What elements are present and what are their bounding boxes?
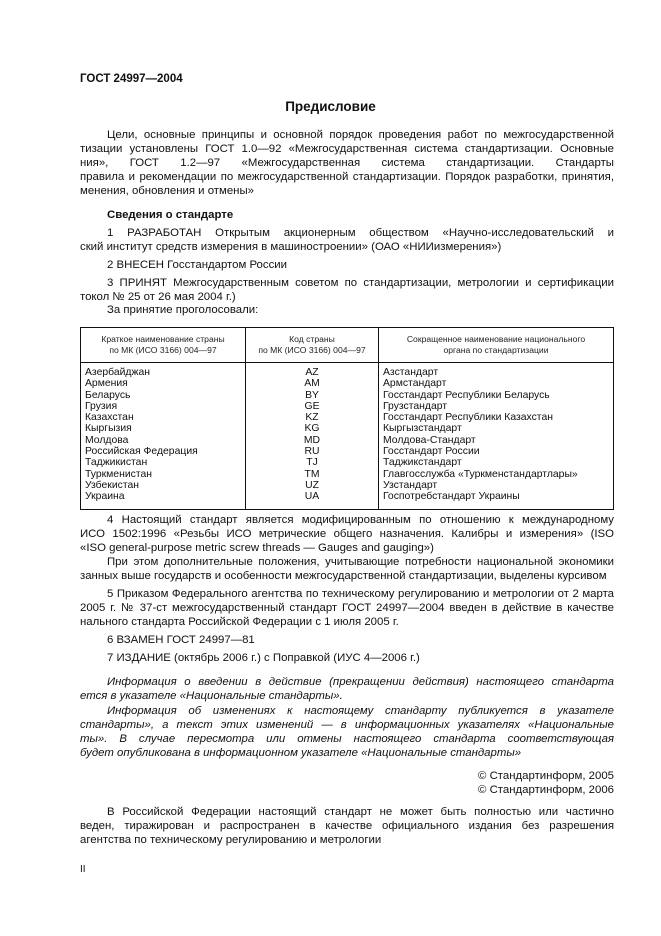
- text-line: ется в указателе «Национальные стандарты».: [80, 690, 343, 702]
- preface-paragraph: [80, 128, 614, 198]
- text-line: «ISO general-purpose metric screw threads — Gauges and gauging»): [80, 542, 434, 554]
- body-cell: Армстандарт: [383, 378, 447, 390]
- body-cell: Кыргызстандарт: [383, 423, 462, 435]
- item-6: [80, 633, 614, 647]
- code-cell: AZ: [305, 367, 319, 378]
- code-cell: BY: [305, 389, 319, 401]
- text-line: 7 ИЗДАНИЕ (октябрь 2006 г.) с Поправкой (ИУС 4—2006 г.): [107, 652, 420, 664]
- item-7: [80, 651, 614, 665]
- body-cell: Грузстандарт: [383, 400, 448, 412]
- code-cell: MD: [303, 434, 321, 446]
- body-cell: Госпотребстандарт Украины: [383, 491, 520, 503]
- code-cell: UA: [304, 491, 320, 503]
- copyright-line: © Стандартинформ, 2005: [478, 770, 614, 782]
- country-cell: Российская Федерация: [85, 446, 198, 458]
- country-cell: Азербайджан: [85, 367, 150, 378]
- header-line: Сокращенное наименование национального: [406, 334, 586, 344]
- column-header: [81, 328, 246, 363]
- code-cell: TJ: [306, 457, 318, 469]
- text-line: ИСО 1502:1996 «Резьбы ИСО метрические общего назначения. Калибры и измерения» (ISO: [80, 528, 614, 540]
- code-cell: GE: [304, 400, 320, 412]
- text-line: агентства по техническому регулированию и метрологии: [80, 834, 382, 846]
- code-column: [246, 363, 379, 510]
- item-4: [80, 513, 614, 555]
- body-cell: Узстандарт: [383, 479, 438, 491]
- code-cell: UZ: [305, 479, 319, 491]
- body-cell: Главгосслужба «Туркменстандартлары»: [383, 468, 578, 480]
- column-header: [379, 328, 614, 363]
- copyright-block: [478, 769, 614, 797]
- country-column: [81, 363, 246, 510]
- vote-line: [80, 303, 614, 317]
- column-header: [246, 328, 379, 363]
- text-line: В Российской Федерации настоящий стандарт не может быть полностью или частично: [107, 806, 614, 818]
- text-line: веден, тиражирован и распространен в качестве официального издания без разрешения: [80, 820, 614, 832]
- text-line: Информация об изменениях к настоящему стандарту публикуется в указателе: [107, 705, 614, 717]
- text-line: 2 ВНЕСЕН Госстандартом России: [107, 259, 288, 271]
- page-number: II: [80, 864, 86, 875]
- item-1: [80, 226, 614, 254]
- text-line: При этом дополнительные положения, учитывающие потребности национальной экономики: [107, 556, 614, 568]
- reproduction-notice: [80, 805, 614, 847]
- page-title: Предисловие: [285, 99, 376, 114]
- text-line: 6 ВЗАМЕН ГОСТ 24997—81: [107, 634, 255, 646]
- section-heading: Сведения о стандарте: [107, 209, 234, 221]
- text-line: 2005 г. № 37-ст межгосударственный стандарт ГОСТ 24997—2004 введен в действие в качестве: [80, 602, 614, 614]
- text-line: тизации установлены ГОСТ 1.0—92 «Межгосударственная система стандартизации. Основные: [80, 143, 614, 155]
- text-line: токол № 25 от 26 мая 2004 г.): [80, 291, 236, 303]
- text-line: менения, обновления и отмены»: [80, 185, 254, 197]
- item-3: [80, 276, 614, 304]
- header-line: органа по стандартизации: [443, 345, 549, 355]
- text-line: нального стандарта Российской Федерации с 1 июля 2005 г.: [80, 616, 399, 628]
- country-cell: Туркменистан: [85, 468, 152, 480]
- country-cell: Молдова: [85, 434, 129, 446]
- notice-paragraph: [80, 675, 614, 703]
- header-line: Код страны: [289, 334, 335, 344]
- copyright-line: © Стандартинформ, 2006: [478, 784, 614, 796]
- text-line: 1 РАЗРАБОТАН Открытым акционерным обществом «Научно-исследовательский и: [107, 227, 614, 239]
- body-cell: Азстандарт: [383, 367, 439, 378]
- code-cell: AM: [304, 378, 320, 390]
- code-cell: KZ: [305, 412, 319, 424]
- header-line: Краткое наименование страны: [101, 334, 225, 344]
- text-line: 3 ПРИНЯТ Межгосударственным советом по стандартизации, метрологии и сертификации: [107, 277, 614, 289]
- body-cell: Госстандарт Республики Беларусь: [383, 389, 550, 401]
- body-cell: Таджикстандарт: [383, 457, 462, 469]
- voting-table: [80, 327, 614, 510]
- text-line: правила и рекомендации по межгосударственной стандартизации. Порядок разработки, принятия,: [80, 171, 614, 183]
- notice-paragraph: [80, 704, 614, 760]
- country-cell: Армения: [85, 378, 128, 390]
- country-cell: Грузия: [85, 400, 118, 412]
- text-line: стандарты», а текст этих изменений — в информационных указателях «Национальные: [80, 719, 614, 731]
- country-cell: Кыргызия: [85, 423, 132, 435]
- body-cell: Молдова-Стандарт: [383, 434, 476, 446]
- code-cell: RU: [304, 446, 320, 458]
- text-line: За принятие проголосовали:: [107, 304, 259, 316]
- code-cell: TM: [304, 468, 320, 480]
- text-line: ты». В случае пересмотра или отмены настоящего стандарта соответствующая: [80, 733, 614, 745]
- document-code: ГОСТ 24997—2004: [80, 73, 183, 85]
- text-line: Цели, основные принципы и основной порядок проведения работ по межгосударственной: [107, 129, 614, 141]
- body-column: [379, 363, 614, 510]
- text-line: ния», ГОСТ 1.2—97 «Межгосударственная система стандартизации. Стандарты: [80, 157, 614, 169]
- country-cell: Украина: [85, 491, 125, 503]
- body-cell: Госстандарт Республики Казахстан: [383, 412, 553, 424]
- country-cell: Узбекистан: [85, 479, 139, 491]
- item-5: [80, 587, 614, 629]
- body-cell: Госстандарт России: [383, 446, 480, 458]
- text-line: Информация о введении в действие (прекращении действия) настоящего стандарта: [107, 676, 614, 688]
- header-line: по МК (ИСО 3166) 004—97: [109, 345, 217, 355]
- code-cell: KG: [304, 423, 320, 435]
- text-line: 4 Настоящий стандарт является модифицированным по отношению к международному: [107, 514, 614, 526]
- text-line: будет опубликована в информационном указателе «Национальные стандарты»: [80, 747, 522, 759]
- text-line: ский институт средств измерения в машиностроении» (ОАО «НИИизмерения»): [80, 241, 502, 253]
- text-line: 5 Приказом Федерального агентства по техническому регулированию и метрологии от 2 марта: [107, 588, 614, 600]
- item-2: [80, 258, 614, 272]
- country-cell: Беларусь: [85, 389, 131, 401]
- country-cell: Казахстан: [85, 412, 134, 424]
- country-cell: Таджикистан: [85, 457, 148, 469]
- text-line: занных выше государств и особенности межгосударственной стандартизации, выделены курсивом: [80, 570, 607, 582]
- header-line: по МК (ИСО 3166) 004—97: [258, 345, 366, 355]
- item-4-note: [80, 555, 614, 583]
